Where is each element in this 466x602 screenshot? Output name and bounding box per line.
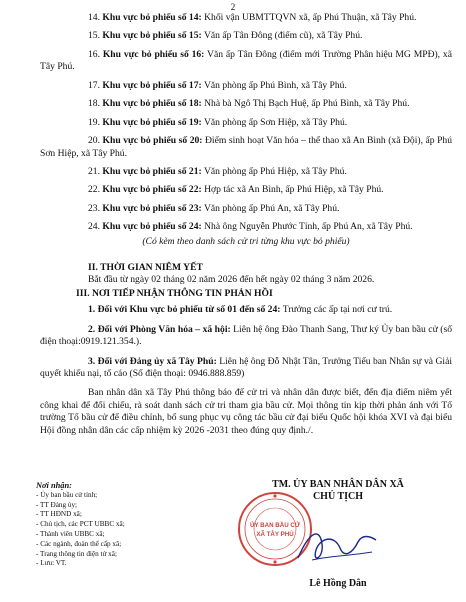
list-item: 20. Khu vực bỏ phiếu số 20: Điểm sinh hoạt Văn hóa – thể thao xã An Bình (xã Đội), ấp Phú Sơn Hiệp, xã Tây Phú. [40,134,452,159]
polling-area-list [40,12,452,248]
section-2-text: Bắt đầu từ ngày 02 tháng 02 năm 2026 đến hết ngày 02 tháng 3 năm 2026. [88,274,375,286]
page-number: 2 [230,2,236,12]
recipient-item: - Trang thông tin điện tử xã; [36,549,117,558]
section-3 [40,288,452,437]
section-2-title: II. THỜI GIAN NIÊM YẾT [88,262,203,273]
recipients-heading: Nơi nhận: [36,481,72,490]
list-item: 18. Khu vực bỏ phiếu số 18: Nhà bà Ngô Thị Bạch Huệ, ấp Phú Bình, xã Tây Phú. [88,98,410,110]
list-item: 15. Khu vực bỏ phiếu số 15: Văn ấp Tân Đông (điểm cũ), xã Tây Phú. [88,30,363,42]
list-item: 21. Khu vực bỏ phiếu số 21: Văn phòng ấp Phú Hiệp, xã Tây Phú. [88,165,347,177]
signature-title: CHỦ TỊCH [312,491,364,502]
list-item: 19. Khu vực bỏ phiếu số 19: Văn phòng ấp Sơn Hiệp, xã Tây Phú. [88,116,348,128]
list-item: 16. Khu vực bỏ phiếu số 16: Văn ấp Tân Đông (điểm mới Trường Phân hiệu MG MPĐ), xã Tây Phú. [40,48,452,73]
list-item: 14. Khu vực bỏ phiếu số 14: Khối vận UBMTTQVN xã, ấp Phú Thuận, xã Tây Phú. [88,12,417,23]
list-item: 22. Khu vực bỏ phiếu số 22: Hợp tác xã An Bình, ấp Phú Hiệp, xã Tây Phú. [88,184,384,196]
recipient-item: - Chủ tịch, các PCT UBBC xã; [36,520,125,529]
recipients [36,481,216,569]
section-3-item-2: 2. Đối với Phòng Văn hóa – xã hội: Liên hệ ông Đào Thanh Sang, Thư ký Ủy ban bầu cử (số điện thoại:0919.121.354.). [40,323,452,348]
closing-paragraph: Ban nhân dân xã Tây Phú thông báo để cử tri và nhân dân được biết, đến địa điểm niêm yết công khai để đối chiếu, rà soát danh sách cử tri tham gia bầu cử. Mọi thông tin kịp thời phản ánh với Tổ trường Tổ bầu cử để điều chỉnh, bổ sung phục vụ công tác bầu cử đại biểu Quốc hội khóa XVI và đại biểu Hội đồng nhân dân các cấp nhiệm kỳ 2026 -2031 theo đúng quy định./. [40,387,452,436]
signer-name: Lê Hồng Dân [309,578,367,589]
recipient-item: - Ủy ban bầu cử tỉnh; [36,490,98,499]
list-item: 24. Khu vực bỏ phiếu số 24: Nhà ông Nguyễn Phước Tính, ấp Phú An, xã Tây Phú. [88,221,413,233]
handwritten-signature [292,520,382,570]
list-item: 17. Khu vực bỏ phiếu số 17: Văn phòng ấp Phú Bình, xã Tây Phú. [88,79,347,91]
seal-text-1: ỦY BAN BẦU CỬ [249,522,301,529]
attachment-note: (Có kèm theo danh sách cử tri từng khu vực bỏ phiếu) [142,235,350,247]
recipient-item: - Thành viên UBBC xã; [36,529,105,538]
recipient-item: - TT Đảng ủy; [36,500,78,509]
seal-text-2: XÃ TÂY PHÚ [256,531,294,538]
section-3-item-1: 1. Đối với Khu vực bỏ phiếu từ số 01 đến số 24: Trưởng các ấp tại nơi cư trú. [88,304,393,316]
section-2 [40,262,452,287]
section-3-title: III. NƠI TIẾP NHẬN THÔNG TIN PHẢN HỒI [76,288,273,299]
section-3-item-3: 3. Đối với Đảng ủy xã Tây Phú: Liên hệ ông Đỗ Nhật Tân, Trưởng Tiểu ban Nhân sự và Giải quyết khiếu nại, tố cáo (Số điện thoại: 0946.888.859) [40,355,452,380]
list-item: 23. Khu vực bỏ phiếu số 23: Văn phòng ấp Phú An, xã Tây Phú. [88,202,340,214]
recipient-item: - Lưu: VT. [36,559,67,568]
recipient-item: - Các ngành, đoàn thể cấp xã; [36,539,122,548]
signature-org: TM. ỦY BAN NHÂN DÂN XÃ [272,479,404,490]
recipient-item: - TT HĐND xã; [36,510,82,519]
